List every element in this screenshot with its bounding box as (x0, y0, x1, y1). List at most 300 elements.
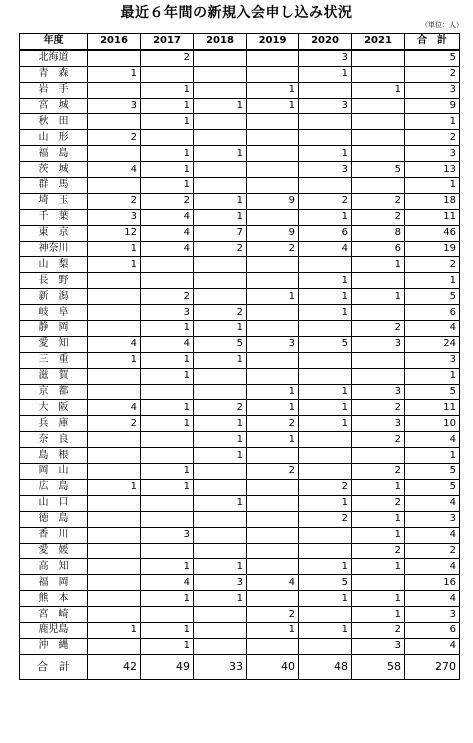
count-cell (194, 543, 247, 559)
count-cell (247, 448, 299, 464)
count-cell (352, 352, 405, 368)
prefecture-cell: 山 梨 (20, 257, 88, 273)
header-cell: 2019 (247, 34, 299, 50)
prefecture-cell: 愛 媛 (20, 543, 88, 559)
count-cell: 1 (352, 607, 405, 623)
count-cell: 19 (405, 241, 460, 257)
count-cell: 1 (194, 98, 247, 114)
count-cell: 1 (88, 479, 141, 495)
table-row (20, 98, 460, 114)
count-cell: 4 (88, 400, 141, 416)
total-cell: 33 (194, 654, 247, 679)
count-cell: 2 (88, 193, 141, 209)
prefecture-cell: 山 形 (20, 130, 88, 146)
count-cell: 1 (299, 289, 352, 305)
count-cell (352, 273, 405, 289)
prefecture-cell: 三 重 (20, 352, 88, 368)
table-row (20, 162, 460, 178)
count-cell: 2 (352, 622, 405, 638)
count-cell: 46 (405, 225, 460, 241)
prefecture-cell: 岩 手 (20, 82, 88, 98)
count-cell: 1 (194, 591, 247, 607)
count-cell: 3 (299, 50, 352, 66)
count-cell: 1 (299, 66, 352, 82)
count-cell (88, 543, 141, 559)
table-row (20, 432, 460, 448)
count-cell (352, 130, 405, 146)
count-cell: 2 (247, 607, 299, 623)
table-row (20, 622, 460, 638)
count-cell (88, 495, 141, 511)
count-cell: 2 (405, 543, 460, 559)
count-cell: 6 (405, 622, 460, 638)
count-cell: 4 (405, 527, 460, 543)
count-cell (194, 527, 247, 543)
count-cell: 4 (299, 241, 352, 257)
count-cell (352, 575, 405, 591)
count-cell: 1 (352, 257, 405, 273)
prefecture-cell: 宮 城 (20, 98, 88, 114)
count-cell: 2 (405, 66, 460, 82)
count-cell: 2 (299, 193, 352, 209)
count-cell (247, 66, 299, 82)
count-cell: 1 (141, 559, 194, 575)
prefecture-cell: 広 島 (20, 479, 88, 495)
count-cell: 4 (405, 591, 460, 607)
count-cell: 2 (352, 543, 405, 559)
count-cell (299, 321, 352, 337)
count-cell: 3 (299, 162, 352, 178)
prefecture-cell: 高 知 (20, 559, 88, 575)
count-cell: 1 (352, 82, 405, 98)
prefecture-cell: 静 岡 (20, 321, 88, 337)
header-cell: 2016 (88, 34, 141, 50)
count-cell (299, 607, 352, 623)
count-cell (194, 50, 247, 66)
count-cell (247, 305, 299, 321)
count-cell: 1 (299, 209, 352, 225)
count-cell: 1 (88, 66, 141, 82)
count-cell (141, 607, 194, 623)
count-cell: 3 (141, 527, 194, 543)
count-cell: 1 (299, 146, 352, 162)
count-cell (88, 273, 141, 289)
count-cell: 4 (405, 638, 460, 654)
table-row (20, 575, 460, 591)
count-cell: 1 (405, 178, 460, 194)
count-cell: 3 (352, 638, 405, 654)
count-cell: 3 (405, 607, 460, 623)
prefecture-cell: 神奈川 (20, 241, 88, 257)
total-label: 合 計 (20, 654, 88, 679)
count-cell: 1 (141, 591, 194, 607)
count-cell: 3 (247, 336, 299, 352)
table-row (20, 479, 460, 495)
count-cell (194, 511, 247, 527)
count-cell (88, 146, 141, 162)
count-cell (194, 114, 247, 130)
count-cell: 2 (247, 416, 299, 432)
table-row (20, 178, 460, 194)
table-row (20, 638, 460, 654)
count-cell (88, 575, 141, 591)
prefecture-cell: 岡 山 (20, 464, 88, 480)
count-cell: 1 (247, 400, 299, 416)
table-row (20, 464, 460, 480)
count-cell (88, 511, 141, 527)
count-cell: 4 (141, 336, 194, 352)
count-cell: 1 (141, 178, 194, 194)
total-cell: 58 (352, 654, 405, 679)
count-cell: 6 (405, 305, 460, 321)
count-cell (299, 527, 352, 543)
count-cell: 9 (405, 98, 460, 114)
count-cell (194, 162, 247, 178)
prefecture-cell: 沖 縄 (20, 638, 88, 654)
prefecture-cell: 千 葉 (20, 209, 88, 225)
table-row (20, 591, 460, 607)
count-cell (247, 591, 299, 607)
count-cell: 3 (405, 146, 460, 162)
prefecture-cell: 東 京 (20, 225, 88, 241)
count-cell (194, 479, 247, 495)
count-cell (194, 368, 247, 384)
count-cell: 4 (405, 432, 460, 448)
prefecture-cell: 福 島 (20, 146, 88, 162)
count-cell (88, 114, 141, 130)
count-cell (299, 114, 352, 130)
count-cell: 1 (299, 591, 352, 607)
table-row (20, 225, 460, 241)
count-cell: 1 (299, 622, 352, 638)
count-cell (352, 368, 405, 384)
count-cell: 1 (194, 352, 247, 368)
table-row (20, 82, 460, 98)
count-cell: 2 (299, 479, 352, 495)
count-cell: 1 (352, 289, 405, 305)
count-cell (88, 527, 141, 543)
count-cell (247, 559, 299, 575)
count-cell: 2 (141, 193, 194, 209)
count-cell: 5 (352, 162, 405, 178)
count-cell: 1 (141, 464, 194, 480)
count-cell (299, 82, 352, 98)
count-cell: 1 (247, 432, 299, 448)
count-cell (88, 368, 141, 384)
prefecture-cell: 香 川 (20, 527, 88, 543)
count-cell (194, 607, 247, 623)
table-row (20, 448, 460, 464)
count-cell (141, 495, 194, 511)
count-cell (247, 352, 299, 368)
total-cell: 42 (88, 654, 141, 679)
count-cell: 1 (194, 559, 247, 575)
count-cell (88, 464, 141, 480)
count-cell: 1 (247, 98, 299, 114)
registration-table (19, 33, 460, 680)
count-cell (194, 464, 247, 480)
count-cell: 1 (194, 448, 247, 464)
count-cell (352, 305, 405, 321)
table-row (20, 559, 460, 575)
count-cell: 2 (352, 495, 405, 511)
count-cell: 1 (141, 622, 194, 638)
count-cell (299, 638, 352, 654)
count-cell: 2 (352, 464, 405, 480)
count-cell (247, 495, 299, 511)
count-cell: 1 (88, 257, 141, 273)
count-cell: 1 (247, 622, 299, 638)
count-cell: 9 (247, 225, 299, 241)
count-cell (88, 321, 141, 337)
prefecture-cell: 群 馬 (20, 178, 88, 194)
count-cell: 3 (299, 98, 352, 114)
count-cell: 1 (194, 193, 247, 209)
table-row (20, 146, 460, 162)
header-cell: 合 計 (405, 34, 460, 50)
count-cell: 2 (247, 464, 299, 480)
count-cell (141, 130, 194, 146)
count-cell: 9 (247, 193, 299, 209)
count-cell (194, 178, 247, 194)
count-cell: 4 (405, 321, 460, 337)
count-cell (247, 368, 299, 384)
table-row (20, 607, 460, 623)
count-cell (299, 368, 352, 384)
count-cell: 4 (88, 336, 141, 352)
count-cell: 2 (352, 209, 405, 225)
count-cell: 1 (405, 273, 460, 289)
table-row (20, 114, 460, 130)
count-cell: 12 (88, 225, 141, 241)
count-cell (141, 66, 194, 82)
count-cell (141, 432, 194, 448)
prefecture-cell: 長 野 (20, 273, 88, 289)
prefecture-cell: 京 都 (20, 384, 88, 400)
table-row (20, 50, 460, 66)
count-cell: 1 (194, 209, 247, 225)
prefecture-cell: 鹿児島 (20, 622, 88, 638)
count-cell (247, 273, 299, 289)
table-row (20, 273, 460, 289)
count-cell: 1 (299, 273, 352, 289)
prefecture-cell: 埼 玉 (20, 193, 88, 209)
count-cell: 1 (194, 432, 247, 448)
count-cell (352, 114, 405, 130)
count-cell: 4 (88, 162, 141, 178)
count-cell: 1 (352, 527, 405, 543)
count-cell (194, 257, 247, 273)
count-cell: 1 (194, 416, 247, 432)
count-cell: 1 (141, 479, 194, 495)
table-row (20, 130, 460, 146)
count-cell: 1 (299, 416, 352, 432)
count-cell: 3 (352, 416, 405, 432)
count-cell (299, 464, 352, 480)
count-cell (141, 448, 194, 464)
count-cell (299, 257, 352, 273)
count-cell: 2 (194, 241, 247, 257)
count-cell: 4 (141, 209, 194, 225)
count-cell: 5 (405, 50, 460, 66)
count-cell (299, 178, 352, 194)
count-cell: 1 (352, 559, 405, 575)
count-cell (247, 114, 299, 130)
count-cell: 1 (247, 289, 299, 305)
count-cell (352, 146, 405, 162)
count-cell (247, 209, 299, 225)
table-row (20, 368, 460, 384)
count-cell (352, 178, 405, 194)
count-cell: 1 (194, 146, 247, 162)
count-cell: 11 (405, 209, 460, 225)
count-cell: 4 (141, 225, 194, 241)
count-cell: 1 (141, 352, 194, 368)
count-cell: 1 (194, 321, 247, 337)
total-cell: 270 (405, 654, 460, 679)
count-cell: 1 (299, 559, 352, 575)
count-cell (194, 130, 247, 146)
count-cell (141, 257, 194, 273)
count-cell: 3 (352, 336, 405, 352)
count-cell: 1 (352, 591, 405, 607)
header-cell: 2017 (141, 34, 194, 50)
count-cell: 2 (299, 511, 352, 527)
count-cell (352, 50, 405, 66)
count-cell: 2 (352, 321, 405, 337)
count-cell: 1 (88, 241, 141, 257)
count-cell: 3 (405, 511, 460, 527)
prefecture-cell: 大 阪 (20, 400, 88, 416)
total-cell: 40 (247, 654, 299, 679)
prefecture-cell: 宮 崎 (20, 607, 88, 623)
count-cell (194, 82, 247, 98)
count-cell (141, 273, 194, 289)
count-cell (194, 289, 247, 305)
count-cell: 1 (299, 305, 352, 321)
prefecture-cell: 兵 庫 (20, 416, 88, 432)
count-cell: 2 (352, 400, 405, 416)
count-cell: 1 (141, 98, 194, 114)
count-cell: 1 (299, 495, 352, 511)
prefecture-cell: 新 潟 (20, 289, 88, 305)
count-cell (141, 384, 194, 400)
header-cell: 2018 (194, 34, 247, 50)
count-cell: 24 (405, 336, 460, 352)
count-cell: 1 (141, 114, 194, 130)
count-cell: 1 (141, 82, 194, 98)
count-cell: 5 (405, 289, 460, 305)
count-cell: 5 (299, 336, 352, 352)
count-cell: 2 (88, 130, 141, 146)
table-row (20, 495, 460, 511)
prefecture-cell: 熊 本 (20, 591, 88, 607)
count-cell: 1 (194, 495, 247, 511)
count-cell (352, 98, 405, 114)
count-cell (352, 448, 405, 464)
table-row (20, 193, 460, 209)
count-cell: 4 (141, 241, 194, 257)
count-cell: 2 (405, 130, 460, 146)
count-cell (88, 384, 141, 400)
prefecture-cell: 奈 良 (20, 432, 88, 448)
table-row (20, 289, 460, 305)
count-cell: 3 (194, 575, 247, 591)
count-cell: 1 (405, 114, 460, 130)
header-cell: 年度 (20, 34, 88, 50)
count-cell (194, 273, 247, 289)
table-row (20, 305, 460, 321)
count-cell: 5 (405, 384, 460, 400)
prefecture-cell: 滋 賀 (20, 368, 88, 384)
count-cell (194, 622, 247, 638)
count-cell (88, 432, 141, 448)
header-cell: 2020 (299, 34, 352, 50)
count-cell: 1 (141, 416, 194, 432)
count-cell: 5 (194, 336, 247, 352)
table-row (20, 527, 460, 543)
count-cell (299, 130, 352, 146)
count-cell: 1 (141, 400, 194, 416)
count-cell (247, 162, 299, 178)
count-cell: 5 (405, 464, 460, 480)
count-cell (247, 511, 299, 527)
count-cell (88, 50, 141, 66)
count-cell (299, 543, 352, 559)
count-cell (247, 638, 299, 654)
count-cell (88, 178, 141, 194)
count-cell (299, 352, 352, 368)
count-cell: 2 (405, 257, 460, 273)
count-cell (247, 479, 299, 495)
count-cell: 3 (352, 384, 405, 400)
count-cell: 2 (194, 305, 247, 321)
header-cell: 2021 (352, 34, 405, 50)
count-cell: 8 (352, 225, 405, 241)
unit-note: （単位：人） (421, 21, 463, 29)
count-cell (88, 82, 141, 98)
count-cell: 5 (299, 575, 352, 591)
count-cell: 4 (247, 575, 299, 591)
count-cell: 1 (141, 162, 194, 178)
count-cell: 1 (141, 368, 194, 384)
count-cell: 1 (141, 638, 194, 654)
count-cell: 3 (141, 305, 194, 321)
count-cell: 16 (405, 575, 460, 591)
table-row (20, 336, 460, 352)
prefecture-cell: 山 口 (20, 495, 88, 511)
count-cell: 11 (405, 400, 460, 416)
table-row (20, 511, 460, 527)
count-cell (88, 607, 141, 623)
count-cell: 2 (141, 50, 194, 66)
count-cell (88, 591, 141, 607)
count-cell (194, 384, 247, 400)
count-cell (352, 66, 405, 82)
prefecture-cell: 青 森 (20, 66, 88, 82)
prefecture-cell: 島 根 (20, 448, 88, 464)
count-cell (247, 130, 299, 146)
count-cell (88, 638, 141, 654)
table-row (20, 384, 460, 400)
count-cell (247, 178, 299, 194)
count-cell: 1 (299, 400, 352, 416)
count-cell: 4 (405, 495, 460, 511)
count-cell: 2 (352, 432, 405, 448)
count-cell: 1 (88, 352, 141, 368)
count-cell: 1 (247, 82, 299, 98)
count-cell (247, 257, 299, 273)
